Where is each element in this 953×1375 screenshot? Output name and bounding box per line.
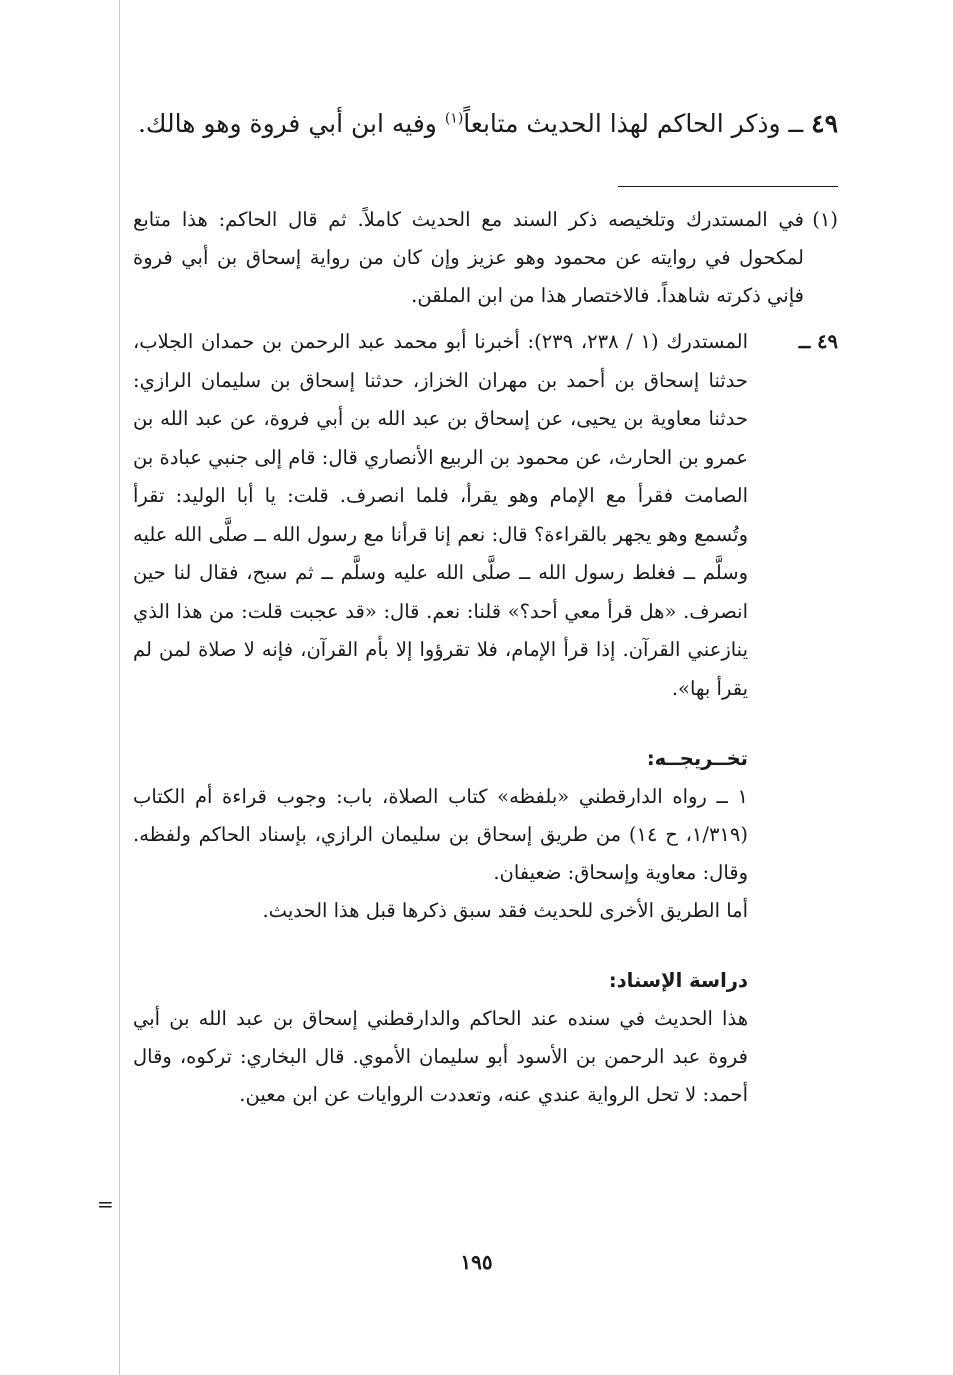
footnote-reference[interactable]: (١) (444, 110, 464, 127)
footnote-text: في المستدرك وتلخيصه ذكر السند مع الحديث كاملاً. ثم قال الحاكم: هذا متابع لمكحول في روايته عن محمود وهو عزيز وإن كان من رواية إسحاق بن أبي فروة فإني ذكرته شاهداً. فالاختصار هذا من ابن الملقن. (133, 208, 804, 307)
hadith-text: المستدرك (١ / ٢٣٨، ٢٣٩): أخبرنا أبو محمد عبد الرحمن بن حمدان الجلاب، حدثنا إسحاق بن أحمد بن مهران الخزاز، حدثنا إسحاق بن سليمان الرازي: حدثنا معاوية بن يحيى، عن إسحاق بن عبد الله بن أبي فروة، عن عبد الله بن عمرو بن الحارث، عن محمود بن الربيع الأنصاري قال: قام إلى جنبي عبادة بن الصامت فقرأ مع الإمام وهو يقرأ، فلما انصرف. قلت: يا أبا الوليد: تقرأ وتُسمع وهو يجهر بالقراءة؟ قال: نعم إنا قرأنا مع رسول الله ــ صلَّى الله عليه وسلَّم ــ فغلط رسول الله ــ صلَّى الله عليه وسلَّم ــ ثم سبح، فقال لنا حين انصرف. «هل قرأ معي أحد؟» قلنا: نعم. قال: «قد عجبت قلت: من هذا الذي ينازعني القرآن. إذا قرأ الإمام، فلا تقرؤوا إلا بأم القرآن، فإنه لا صلاة لمن لم يقرأ بها». (133, 330, 748, 700)
margin-line (119, 0, 120, 1375)
main-entry (133, 100, 838, 148)
entry-text-before: وذكر الحاكم لهذا الحديث متابعاً (463, 109, 781, 138)
page-body (133, 100, 838, 1114)
entry-number: ٤٩ (811, 109, 838, 138)
isnad-heading: دراسة الإسناد: (608, 969, 748, 992)
takhrij-heading: تخــريجــه: (646, 747, 748, 770)
continuation-mark: = (97, 1192, 114, 1216)
hadith-entry (133, 323, 838, 708)
takhrij-item-1: ١ ــ رواه الدارقطني «بلفظه» كتاب الصلاة، باب: وجوب قراءة أم الكتاب (١/٣١٩، ح ١٤) من طريق إسحاق بن سليمان الرازي، بإسناد الحاكم ولفظه. وقال: معاوية وإسحاق: ضعيفان. (133, 785, 748, 884)
footnote (133, 201, 838, 315)
entry-text-after: وفيه ابن أبي فروة وهو هالك. (137, 109, 437, 138)
takhrij-item-2: أما الطريق الأخرى للحديث فقد سبق ذكرها قبل هذا الحديث. (262, 899, 748, 922)
entry-dash: ــ (788, 109, 804, 138)
hadith-number: ٤٩ ــ (798, 330, 838, 353)
footnote-mark: (١) (812, 208, 838, 231)
footnote-separator (618, 186, 838, 187)
isnad-text: هذا الحديث في سنده عند الحاكم والدارقطني إسحاق بن عبد الله بن أبي فروة عبد الرحمن بن الأسود أبو سليمان الأموي. قال البخاري: تركوه، وقال أحمد: لا تحل الرواية عندي عنه، وتعددت الروايات عن ابن معين. (133, 1007, 748, 1106)
page-number: ١٩٥ (460, 1250, 493, 1274)
